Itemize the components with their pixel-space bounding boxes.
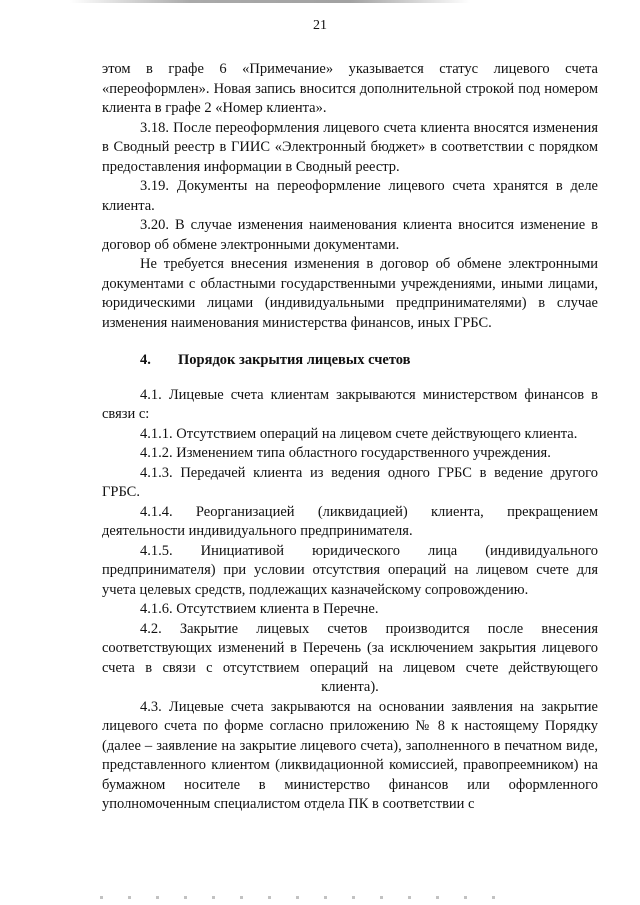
- page-number: 21: [313, 18, 327, 33]
- paragraph-3-19: 3.19. Документы на переоформление лицевого счета хранятся в деле клиента.: [102, 178, 598, 214]
- section-number: 4.: [140, 352, 151, 368]
- paragraph-3-18: 3.18. После переоформления лицевого счета клиента вносятся изменения в Сводный реестр в ГИИС «Электронный бюджет» в соответствии с порядком предоставления информации в Сводный реестр.: [102, 119, 598, 175]
- paragraph-4-1-2: 4.1.2. Изменением типа областного государственного учреждения.: [140, 445, 551, 461]
- paragraph-4-1-1: 4.1.1. Отсутствием операций на лицевом счете действующего клиента.: [140, 425, 578, 442]
- paragraph-3-20: 3.20. В случае изменения наименования клиента вносится изменение в договор об обмене электронными документами.: [102, 217, 598, 253]
- section-title: Порядок закрытия лицевых счетов: [178, 352, 411, 368]
- paragraph-4-1-4: 4.1.4. Реорганизацией (ликвидацией) клиента, прекращением деятельности индивидуального предпринимателя.: [102, 503, 598, 539]
- section-heading: [102, 351, 598, 371]
- paragraph-4-1-5: 4.1.5. Инициативой юридического лица (индивидуального предпринимателя) при условии отсутствия операций на лицевом счете для учета целевых средств, подлежащих казначейскому сопровождению.: [102, 542, 598, 598]
- paragraph-4-1-6: 4.1.6. Отсутствием клиента в Перечне.: [140, 601, 379, 617]
- scan-artifact-bottom: [100, 896, 520, 899]
- paragraph-4-2: 4.2. Закрытие лицевых счетов производится после внесения соответствующих изменений в Перечень (за исключением закрытия лицевого счета в связи с отсутствием операций на лицевом счете действующего клиента).: [102, 620, 598, 695]
- paragraph-no-change-required: Не требуется внесения изменения в договор об обмене электронными документами с областными государственными учреждениями, иными лицами, юридическими лицами (индивидуальными предпринимателями) в случае изменения наименования министерства финансов, иных ГРБС.: [102, 256, 598, 331]
- paragraph-continuation: этом в графе 6 «Примечание» указывается статус лицевого счета «переоформлен». Новая запись вносится дополнительной строкой под номером клиента в графе 2 «Номер клиента».: [102, 61, 598, 116]
- paragraph-4-1-3: 4.1.3. Передачей клиента из ведения одного ГРБС в ведение другого ГРБС.: [102, 464, 598, 500]
- scan-artifact-top: [70, 0, 470, 3]
- document-body: [102, 60, 598, 815]
- paragraph-4-1: 4.1. Лицевые счета клиентам закрываются министерством финансов в связи с:: [102, 386, 598, 422]
- paragraph-4-3: 4.3. Лицевые счета закрываются на основании заявления на закрытие лицевого счета по форме согласно приложению № 8 к настоящему Порядку (далее – заявление на закрытие лицевого счета), заполненного в печатном виде, представленного клиентом (ликвидационной комиссией, правопреемником) на бумажном носителе в министерство финансов или оформленного уполномоченным специалистом отдела ПК в соответствии с: [102, 698, 598, 812]
